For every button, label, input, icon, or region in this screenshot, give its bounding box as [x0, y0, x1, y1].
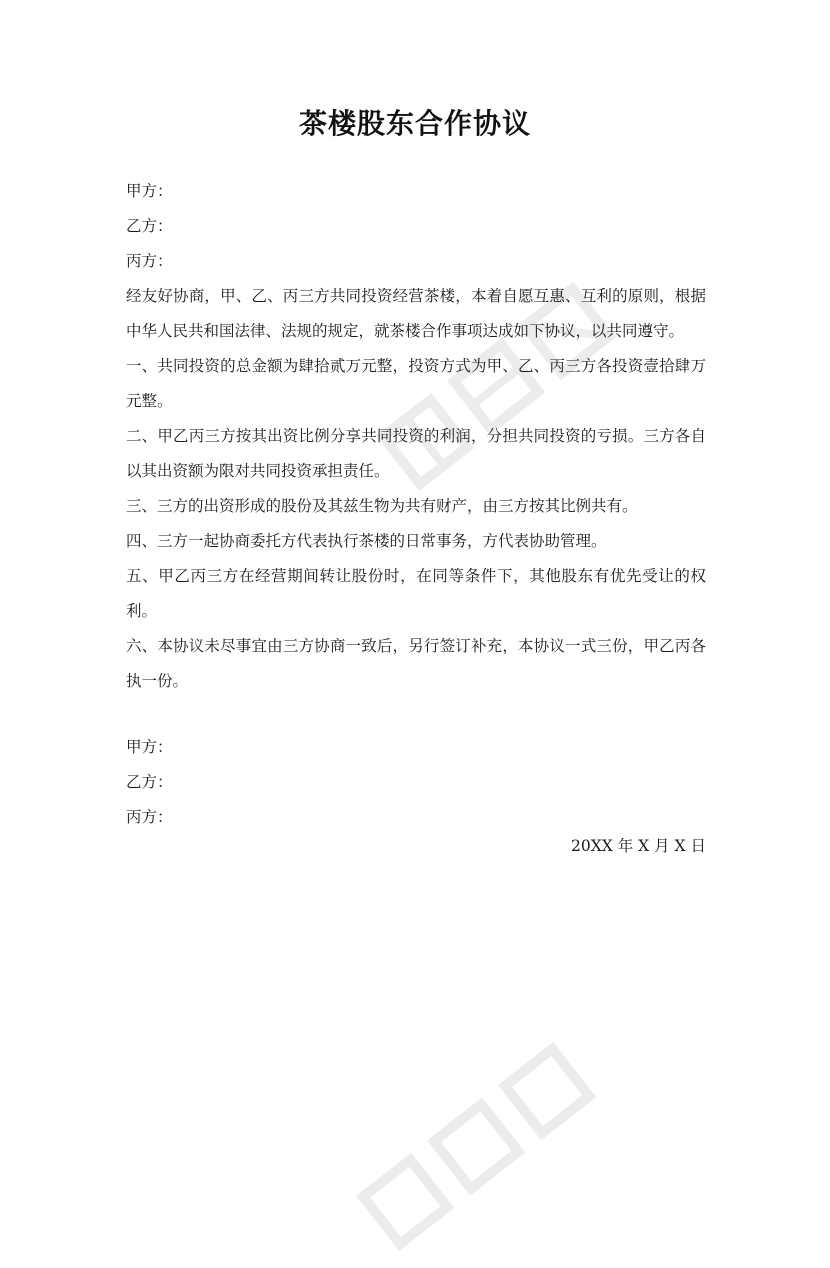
signature-party-a: 甲方： [126, 738, 173, 756]
party-c-line: 丙方： [126, 252, 173, 270]
signature-party-c: 丙方： [126, 808, 173, 826]
document-title: 茶楼股东合作协议 [298, 107, 531, 140]
clause-6: 六、本协议未尽事宜由三方协商一致后，另行签订补充，本协议一式三份，甲乙丙各执一份。 [126, 637, 706, 690]
signing-date: 20XX 年 X 月 X 日 [571, 837, 706, 855]
clause-4: 四、三方一起协商委托方代表执行茶楼的日常事务，方代表协助管理。 [126, 532, 607, 550]
watermark-graphic [352, 1008, 638, 1256]
document-body [126, 174, 706, 699]
clause-1: 一、共同投资的总金额为肆拾贰万元整，投资方式为甲、乙、丙三方各投资壹拾肆万元整。 [126, 357, 706, 410]
clause-2: 二、甲乙丙三方按其出资比例分享共同投资的利润，分担共同投资的亏损。三方各自以其出资额为限对共同投资承担责任。 [126, 427, 706, 480]
party-a-line: 甲方： [126, 182, 173, 200]
signature-block [126, 730, 706, 835]
clause-5: 五、甲乙丙三方在经营期间转让股份时，在同等条件下，其他股东有优先受让的权利。 [126, 567, 706, 620]
clause-3: 三、三方的出资形成的股份及其兹生物为共有财产，由三方按其比例共有。 [126, 497, 638, 515]
party-b-line: 乙方： [126, 217, 173, 235]
preamble-paragraph: 经友好协商，甲、乙、丙三方共同投资经营茶楼，本着自愿互惠、互利的原则，根据中华人民共和国法律、法规的规定，就茶楼合作事项达成如下协议，以共同遵守。 [126, 287, 706, 340]
watermark [352, 1008, 648, 1268]
signature-party-b: 乙方： [126, 773, 173, 791]
